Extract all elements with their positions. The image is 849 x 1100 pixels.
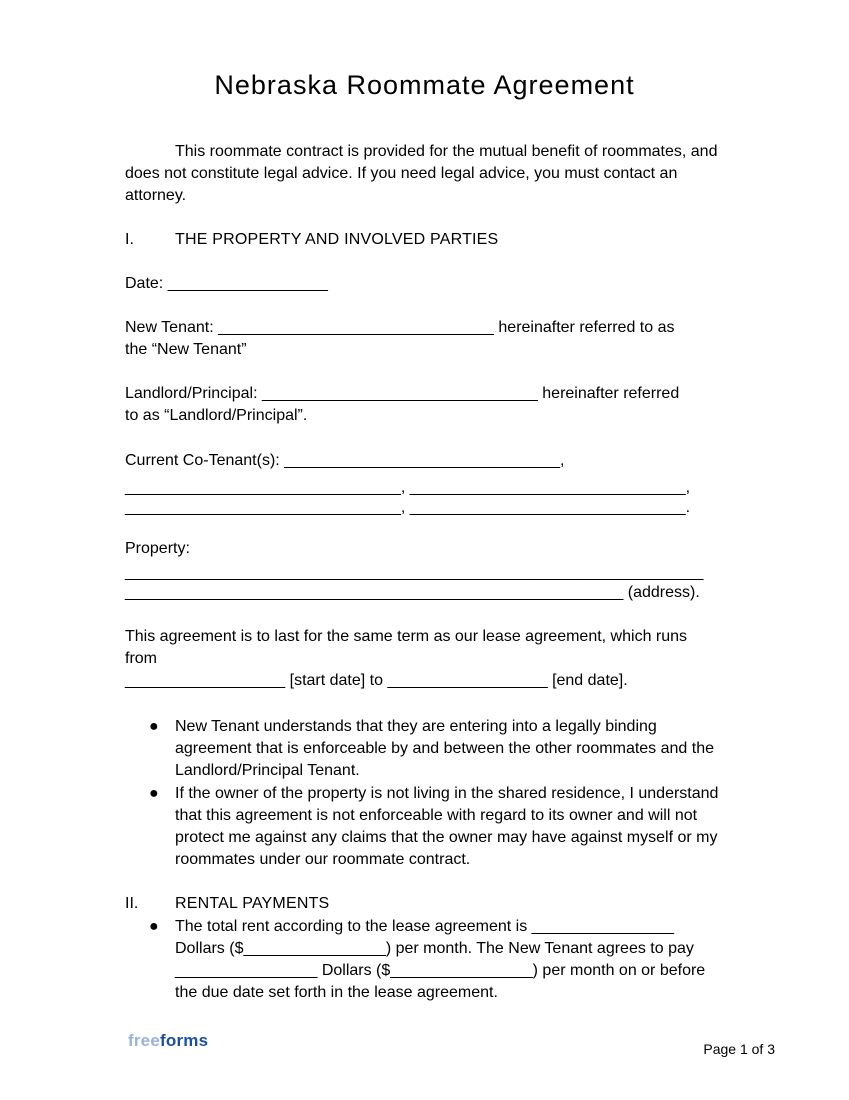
- section-1-number: I.: [125, 231, 134, 248]
- logo-forms-text: forms: [160, 1031, 209, 1050]
- section-2-heading: RENTAL PAYMENTS: [175, 895, 330, 912]
- property-label: Property:: [125, 540, 190, 557]
- bullet-icon: ●: [149, 785, 159, 802]
- term-line-2: from: [125, 650, 157, 667]
- new-tenant-line-2: the “New Tenant”: [125, 341, 247, 358]
- cotenants-line-3: _______________________________, _______________________________.: [125, 499, 691, 516]
- term-line-1: This agreement is to last for the same term as our lease agreement, which runs: [125, 628, 688, 645]
- cotenants-line-2: _______________________________, _______________________________,: [125, 479, 691, 496]
- section-1-heading: THE PROPERTY AND INVOLVED PARTIES: [175, 231, 499, 248]
- page-number: Page 1 of 3: [703, 1041, 775, 1057]
- new-tenant-line-1: New Tenant: _______________________________ hereinafter referred to as: [125, 319, 675, 336]
- term-line-3: __________________ [start date] to __________________ [end date].: [125, 672, 628, 689]
- date-field: Date: __________________: [125, 275, 328, 292]
- document-title: Nebraska Roommate Agreement: [214, 70, 635, 100]
- freeforms-logo[interactable]: [128, 1031, 208, 1051]
- bullet-icon: ●: [149, 718, 159, 735]
- landlord-line-2: to as “Landlord/Principal”.: [125, 407, 308, 424]
- list-item: If the owner of the property is not living in the shared residence, I understand that this agreement is not enforceable with regard to its owner and will not protect me against any claims that the owner may have against myself or my roommates under our roommate contract.: [175, 785, 719, 868]
- landlord-line-1: Landlord/Principal: _______________________________ hereinafter referred: [125, 385, 680, 402]
- logo-free-text: free: [128, 1031, 160, 1050]
- property-line-1: _________________________________________________________________: [125, 564, 704, 581]
- section-2-number: II.: [125, 895, 139, 912]
- property-line-2: ________________________________________________________ (address).: [125, 584, 700, 601]
- cotenants-line-1: Current Co-Tenant(s): _______________________________,: [125, 452, 565, 469]
- list-item: New Tenant understands that they are entering into a legally binding agreement that is enforceable by and between the other roommates and the Landlord/Principal Tenant.: [175, 718, 715, 779]
- list-item: The total rent according to the lease agreement is ________________ Dollars ($________________) per month. The New Tenant agrees to pay ________________ Dollars ($________________) per month on or before the due date set forth in the lease agreement.: [175, 918, 706, 1001]
- bullet-icon: ●: [149, 918, 159, 935]
- intro-paragraph: This roommate contract is provided for the mutual benefit of roommates, and does not constitute legal advice. If you need legal advice, you must contact an attorney.: [125, 143, 718, 204]
